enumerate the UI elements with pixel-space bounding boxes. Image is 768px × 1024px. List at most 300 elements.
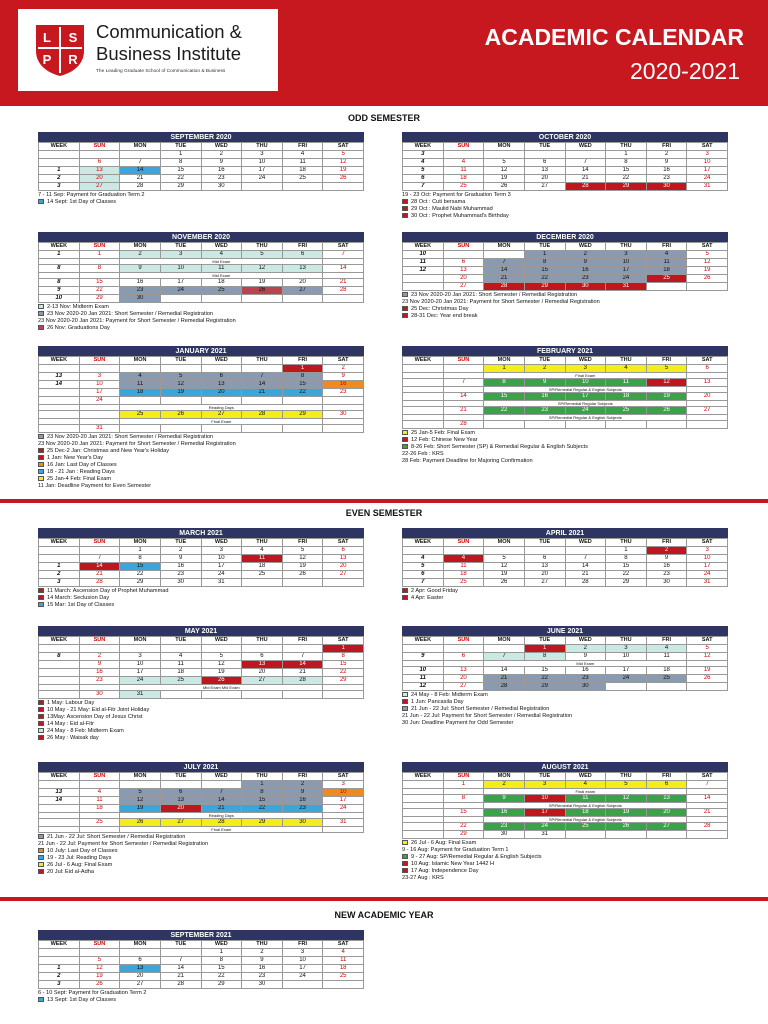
calendar-note: Mid Exam (120, 273, 323, 279)
legend-text: 23 Nov 2020-20 Jan 2021: Payment for Short Semester / Remedial Registration (38, 441, 236, 447)
calendar-week-row (403, 795, 728, 803)
week-number-cell: 7 (403, 579, 444, 587)
calendar-week-row (403, 653, 728, 661)
week-number-cell: 3 (403, 151, 444, 159)
day-cell: 30 (120, 295, 161, 303)
day-cell: 16 (565, 267, 606, 275)
day-cell: 17 (606, 667, 647, 675)
legend-item (402, 213, 762, 220)
day-cell: 5 (201, 653, 242, 661)
weekday-header: WEEK (403, 637, 444, 645)
legend-swatch-icon (38, 997, 44, 1002)
weekday-header: WEEK (39, 941, 80, 949)
day-cell: 2 (484, 781, 525, 789)
legend-item (38, 735, 398, 742)
day-cell: 1 (484, 365, 525, 373)
day-cell: 22 (323, 669, 364, 677)
weekday-header: SAT (323, 539, 364, 547)
legend-item (402, 720, 762, 727)
legend-text: 18 - 21 Jan : Reading Days (47, 469, 115, 475)
day-cell: 4 (201, 251, 242, 259)
legend-item (402, 313, 762, 320)
legend-text: 26 Nov: Graduations Day (47, 325, 110, 331)
day-cell: 10 (120, 661, 161, 669)
legend-text: 13 Sept: 1st Day of Classes (47, 997, 117, 1003)
day-cell (646, 421, 687, 429)
day-cell (79, 547, 120, 555)
day-cell: 22 (606, 571, 647, 579)
day-cell: 22 (120, 571, 161, 579)
day-cell: 24 (79, 397, 120, 405)
day-cell (242, 645, 283, 653)
day-cell: 9 (565, 653, 606, 661)
weekday-header: SUN (79, 637, 120, 645)
day-cell: 24 (565, 407, 606, 415)
day-cell: 25 (323, 973, 364, 981)
day-cell: 22 (524, 675, 565, 683)
day-cell: 25 (606, 407, 647, 415)
day-cell: 23 (565, 675, 606, 683)
legend-item (38, 862, 398, 869)
legend-item (402, 292, 762, 299)
day-cell: 27 (282, 287, 323, 295)
day-cell: 4 (443, 555, 484, 563)
legend-text: 23 Nov 2020-20 Jan 2021: Short Semester / Remedial Registration (411, 292, 578, 298)
weekday-header: WED (565, 357, 606, 365)
day-cell (79, 645, 120, 653)
day-cell: 9 (79, 661, 120, 669)
day-cell (160, 645, 201, 653)
org-name-line2: Business Institute (96, 43, 241, 64)
legend-text: 2-13 Nov: Midterm Exam (47, 304, 109, 310)
day-cell: 13 (160, 797, 201, 805)
week-number-cell (39, 547, 80, 555)
day-cell (160, 425, 201, 433)
calendar-table (38, 762, 364, 833)
day-cell: 23 (282, 805, 323, 813)
legend-swatch-icon (38, 588, 44, 593)
calendar-table (38, 528, 364, 587)
day-cell: 19 (606, 809, 647, 817)
day-cell: 2 (79, 653, 120, 661)
day-cell (242, 397, 283, 405)
legend-text: 12 Feb: Chinese New Year (411, 437, 478, 443)
weekday-header: WEEK (39, 143, 80, 151)
legend-text: 9 - 27 Aug: SP/Remedial Regular & English Subjects (411, 854, 542, 860)
day-cell: 16 (120, 279, 161, 287)
weekday-header: FRI (282, 143, 323, 151)
day-cell (606, 831, 647, 839)
day-cell: 19 (687, 667, 728, 675)
calendar-week-row (39, 677, 364, 685)
legend-text: 29 Oct : Maulid Nabi Muhammad (411, 206, 493, 212)
day-cell: 13 (524, 563, 565, 571)
calendar-week-row (39, 265, 364, 273)
day-cell: 15 (484, 393, 525, 401)
day-cell: 10 (323, 789, 364, 797)
day-cell: 26 (79, 981, 120, 989)
day-cell (242, 425, 283, 433)
week-number-cell: 8 (39, 653, 80, 661)
day-cell: 8 (242, 789, 283, 797)
calendar-note: Mid Exam (120, 259, 323, 265)
day-cell (79, 949, 120, 957)
day-cell: 22 (79, 287, 120, 295)
legend-swatch-icon (38, 728, 44, 733)
legend-swatch-icon (402, 868, 408, 873)
calendar-month-title: JANUARY 2021 (38, 346, 364, 356)
calendar-note: Mid Exam (484, 661, 687, 667)
calendar-note: Reading Days (120, 813, 323, 819)
day-cell: 6 (687, 365, 728, 373)
day-cell: 26 (687, 675, 728, 683)
day-cell: 26 (323, 175, 364, 183)
legend-text: 30 Jun: Deadline Payment for Odd Semester (402, 720, 514, 726)
day-cell: 10 (160, 265, 201, 273)
calendar-week-row (39, 397, 364, 405)
weekday-header: SAT (323, 143, 364, 151)
day-cell: 25 (242, 571, 283, 579)
legend-text: 17 Aug: Independence Day (411, 868, 479, 874)
calendar-week-row (39, 661, 364, 669)
legend-text: 23 Nov 2020-20 Jan 2021: Payment for Short Semester / Remedial Registration (402, 299, 600, 305)
legend-swatch-icon (402, 861, 408, 866)
calendar-week-row (39, 957, 364, 965)
day-cell: 20 (443, 675, 484, 683)
day-cell: 13 (323, 555, 364, 563)
day-cell (443, 365, 484, 373)
legend-item (38, 714, 398, 721)
day-cell: 24 (242, 175, 283, 183)
day-cell: 5 (484, 159, 525, 167)
week-number-cell (39, 691, 80, 699)
day-cell: 25 (565, 823, 606, 831)
weekday-header: SUN (443, 243, 484, 251)
day-cell: 25 (646, 675, 687, 683)
week-number-cell: 14 (39, 797, 80, 805)
week-number-cell (403, 795, 444, 803)
day-cell: 9 (323, 373, 364, 381)
page-year: 2020-2021 (630, 58, 740, 84)
weekday-header: SUN (79, 357, 120, 365)
legend-item (402, 840, 762, 847)
week-number-cell: 8 (39, 279, 80, 287)
calendar-week-row (403, 167, 728, 175)
day-cell: 3 (606, 645, 647, 653)
day-cell: 5 (687, 251, 728, 259)
calendar-week-row (403, 275, 728, 283)
calendar-week-row (403, 379, 728, 387)
legend-swatch-icon (402, 206, 408, 211)
day-cell: 2 (323, 365, 364, 373)
day-cell: 11 (242, 555, 283, 563)
day-cell: 10 (242, 159, 283, 167)
day-cell: 14 (323, 265, 364, 273)
day-cell: 26 (646, 407, 687, 415)
weekday-header: MON (484, 539, 525, 547)
day-cell: 18 (160, 669, 201, 677)
day-cell: 25 (160, 677, 201, 685)
day-cell (201, 781, 242, 789)
day-cell: 7 (282, 653, 323, 661)
week-number-cell (39, 397, 80, 405)
legend-text: 11 March: Ascension Day of Prophet Muhammad (47, 588, 169, 594)
week-number-cell (403, 645, 444, 653)
day-cell: 19 (160, 389, 201, 397)
day-cell: 14 (160, 965, 201, 973)
day-cell (120, 949, 161, 957)
day-cell: 24 (282, 973, 323, 981)
legend-item (402, 875, 762, 882)
legend-item (38, 325, 398, 332)
day-cell: 1 (201, 949, 242, 957)
calendar-note: Mid Exam Mid Exam (120, 685, 323, 691)
calendar-week-row (39, 797, 364, 805)
legend-text: 19 - 23 Oct: Payment for Graduation Term 3 (402, 192, 511, 198)
day-cell (160, 691, 201, 699)
day-cell: 25 (282, 175, 323, 183)
day-cell (120, 151, 161, 159)
weekday-header: WED (201, 357, 242, 365)
day-cell: 27 (524, 579, 565, 587)
weekday-header: TUE (524, 143, 565, 151)
weekday-header: WEEK (403, 243, 444, 251)
weekday-header: THU (242, 637, 283, 645)
week-number-cell: 1 (39, 965, 80, 973)
legend-text: 14 May : Eid al-Fitr (47, 721, 94, 727)
calendar-table (402, 346, 728, 429)
legend-swatch-icon (402, 854, 408, 859)
weekday-header: WEEK (403, 143, 444, 151)
weekday-header: SAT (687, 773, 728, 781)
weekday-header: WED (565, 773, 606, 781)
day-cell: 11 (443, 167, 484, 175)
day-cell (242, 365, 283, 373)
day-cell: 31 (201, 579, 242, 587)
day-cell: 24 (160, 287, 201, 295)
day-cell: 23 (201, 175, 242, 183)
calendar-week-row (39, 653, 364, 661)
day-cell: 7 (79, 555, 120, 563)
day-cell: 2 (524, 365, 565, 373)
week-number-cell (39, 957, 80, 965)
legend-swatch-icon (38, 834, 44, 839)
day-cell: 14 (242, 381, 283, 389)
day-cell: 18 (646, 667, 687, 675)
legend-text: 19 - 23 Jul: Reading Days (47, 855, 112, 861)
day-cell (484, 645, 525, 653)
day-cell (120, 365, 161, 373)
day-cell: 17 (323, 797, 364, 805)
calendar-table (402, 762, 728, 839)
calendar-week-row (39, 805, 364, 813)
legend-text: 22-26 Feb : KRS (402, 451, 444, 457)
day-cell: 18 (282, 167, 323, 175)
legend-item (38, 448, 398, 455)
day-cell: 18 (323, 965, 364, 973)
week-number-cell: 3 (39, 981, 80, 989)
day-cell: 28 (282, 677, 323, 685)
calendar-note-pad (323, 827, 364, 833)
calendar-week-row (39, 563, 364, 571)
day-cell: 14 (79, 563, 120, 571)
week-number-cell: 2 (39, 973, 80, 981)
calendar-nov2020 (38, 232, 364, 332)
day-cell: 1 (282, 365, 323, 373)
weekday-header: THU (606, 539, 647, 547)
legend-item (402, 430, 762, 437)
calendar-week-row (39, 547, 364, 555)
weekday-header: SAT (687, 243, 728, 251)
legend-swatch-icon (38, 735, 44, 740)
day-cell: 13 (443, 267, 484, 275)
legend-swatch-icon (38, 304, 44, 309)
calendar-week-row (403, 563, 728, 571)
legend-item (38, 441, 398, 448)
day-cell: 30 (160, 579, 201, 587)
week-number-cell: 1 (39, 563, 80, 571)
day-cell: 10 (565, 379, 606, 387)
weekday-header: SUN (443, 637, 484, 645)
day-cell: 27 (242, 677, 283, 685)
weekday-header: SAT (323, 243, 364, 251)
day-cell: 19 (484, 175, 525, 183)
day-cell: 27 (120, 981, 161, 989)
day-cell: 30 (242, 981, 283, 989)
legend-item (38, 192, 398, 199)
day-cell: 23 (484, 823, 525, 831)
week-number-cell (403, 407, 444, 415)
day-cell: 15 (79, 279, 120, 287)
calendar-note: Final exam (484, 789, 687, 795)
day-cell: 24 (606, 675, 647, 683)
day-cell: 29 (524, 283, 565, 291)
day-cell (687, 421, 728, 429)
legend-swatch-icon (402, 588, 408, 593)
weekday-header: WED (565, 539, 606, 547)
day-cell: 18 (565, 809, 606, 817)
day-cell: 9 (646, 159, 687, 167)
week-number-cell: 5 (403, 563, 444, 571)
day-cell: 16 (484, 809, 525, 817)
day-cell: 3 (565, 365, 606, 373)
weekday-header: FRI (282, 357, 323, 365)
weekday-header: WEEK (403, 539, 444, 547)
legend-item (38, 483, 398, 490)
day-cell: 5 (606, 781, 647, 789)
day-cell: 3 (524, 781, 565, 789)
legend-swatch-icon (38, 707, 44, 712)
calendar-week-row (403, 555, 728, 563)
weekday-header: WEEK (39, 637, 80, 645)
day-cell (282, 425, 323, 433)
weekday-header: WEEK (39, 243, 80, 251)
legend-swatch-icon (38, 448, 44, 453)
weekday-header: TUE (524, 539, 565, 547)
day-cell: 28 (323, 287, 364, 295)
day-cell: 28 (484, 283, 525, 291)
day-cell: 6 (524, 555, 565, 563)
calendar-week-row (39, 389, 364, 397)
logo (18, 9, 278, 91)
calendar-week-row (403, 365, 728, 373)
day-cell: 14 (282, 661, 323, 669)
weekday-header: SUN (443, 143, 484, 151)
week-number-cell (403, 365, 444, 373)
day-cell: 4 (79, 789, 120, 797)
legend-text: 13May: Ascension Day of Jesus Christ (47, 714, 143, 720)
calendar-week-row (403, 667, 728, 675)
day-cell: 1 (524, 645, 565, 653)
day-cell (687, 283, 728, 291)
day-cell: 21 (565, 571, 606, 579)
legend-text: 26 Jul - 6 Aug: Final Exam (47, 862, 113, 868)
day-cell: 10 (687, 159, 728, 167)
day-cell: 15 (443, 809, 484, 817)
day-cell: 4 (242, 547, 283, 555)
weekday-header: WED (565, 143, 606, 151)
day-cell: 10 (201, 555, 242, 563)
day-cell: 27 (201, 411, 242, 419)
week-number-cell: 13 (39, 373, 80, 381)
day-cell: 20 (282, 279, 323, 287)
day-cell (646, 283, 687, 291)
weekday-header: TUE (160, 941, 201, 949)
day-cell: 24 (201, 571, 242, 579)
weekday-header: SUN (443, 357, 484, 365)
day-cell: 8 (524, 259, 565, 267)
day-cell: 26 (687, 275, 728, 283)
day-cell: 27 (646, 823, 687, 831)
calendar-week-row (403, 421, 728, 429)
legend-item (38, 721, 398, 728)
day-cell: 29 (160, 183, 201, 191)
day-cell: 24 (606, 275, 647, 283)
calendar-week-row (403, 571, 728, 579)
day-cell: 31 (120, 691, 161, 699)
day-cell: 11 (443, 563, 484, 571)
day-cell: 9 (646, 555, 687, 563)
weekday-header: SUN (443, 539, 484, 547)
legend-text: 10 Aug: Islamic New Year 1442 H (411, 861, 495, 867)
day-cell: 26 (484, 183, 525, 191)
weekday-header: TUE (524, 637, 565, 645)
week-number-cell (39, 669, 80, 677)
day-cell: 2 (565, 251, 606, 259)
day-cell (323, 183, 364, 191)
week-number-cell: 14 (39, 381, 80, 389)
weekday-header: WED (565, 243, 606, 251)
weekday-header: WED (565, 637, 606, 645)
weekday-header: MON (120, 941, 161, 949)
calendar-week-row (403, 407, 728, 415)
calendar-week-row (39, 295, 364, 303)
week-number-cell (403, 547, 444, 555)
day-cell: 22 (242, 805, 283, 813)
week-number-cell: 8 (39, 265, 80, 273)
day-cell: 19 (79, 973, 120, 981)
day-cell (484, 251, 525, 259)
legend-swatch-icon (38, 469, 44, 474)
day-cell: 6 (443, 259, 484, 267)
day-cell: 28 (120, 183, 161, 191)
day-cell: 3 (687, 151, 728, 159)
calendar-month-title: MARCH 2021 (38, 528, 364, 538)
calendar-week-row (403, 283, 728, 291)
legend-item (38, 848, 398, 855)
weekday-header: TUE (160, 773, 201, 781)
day-cell: 6 (282, 251, 323, 259)
